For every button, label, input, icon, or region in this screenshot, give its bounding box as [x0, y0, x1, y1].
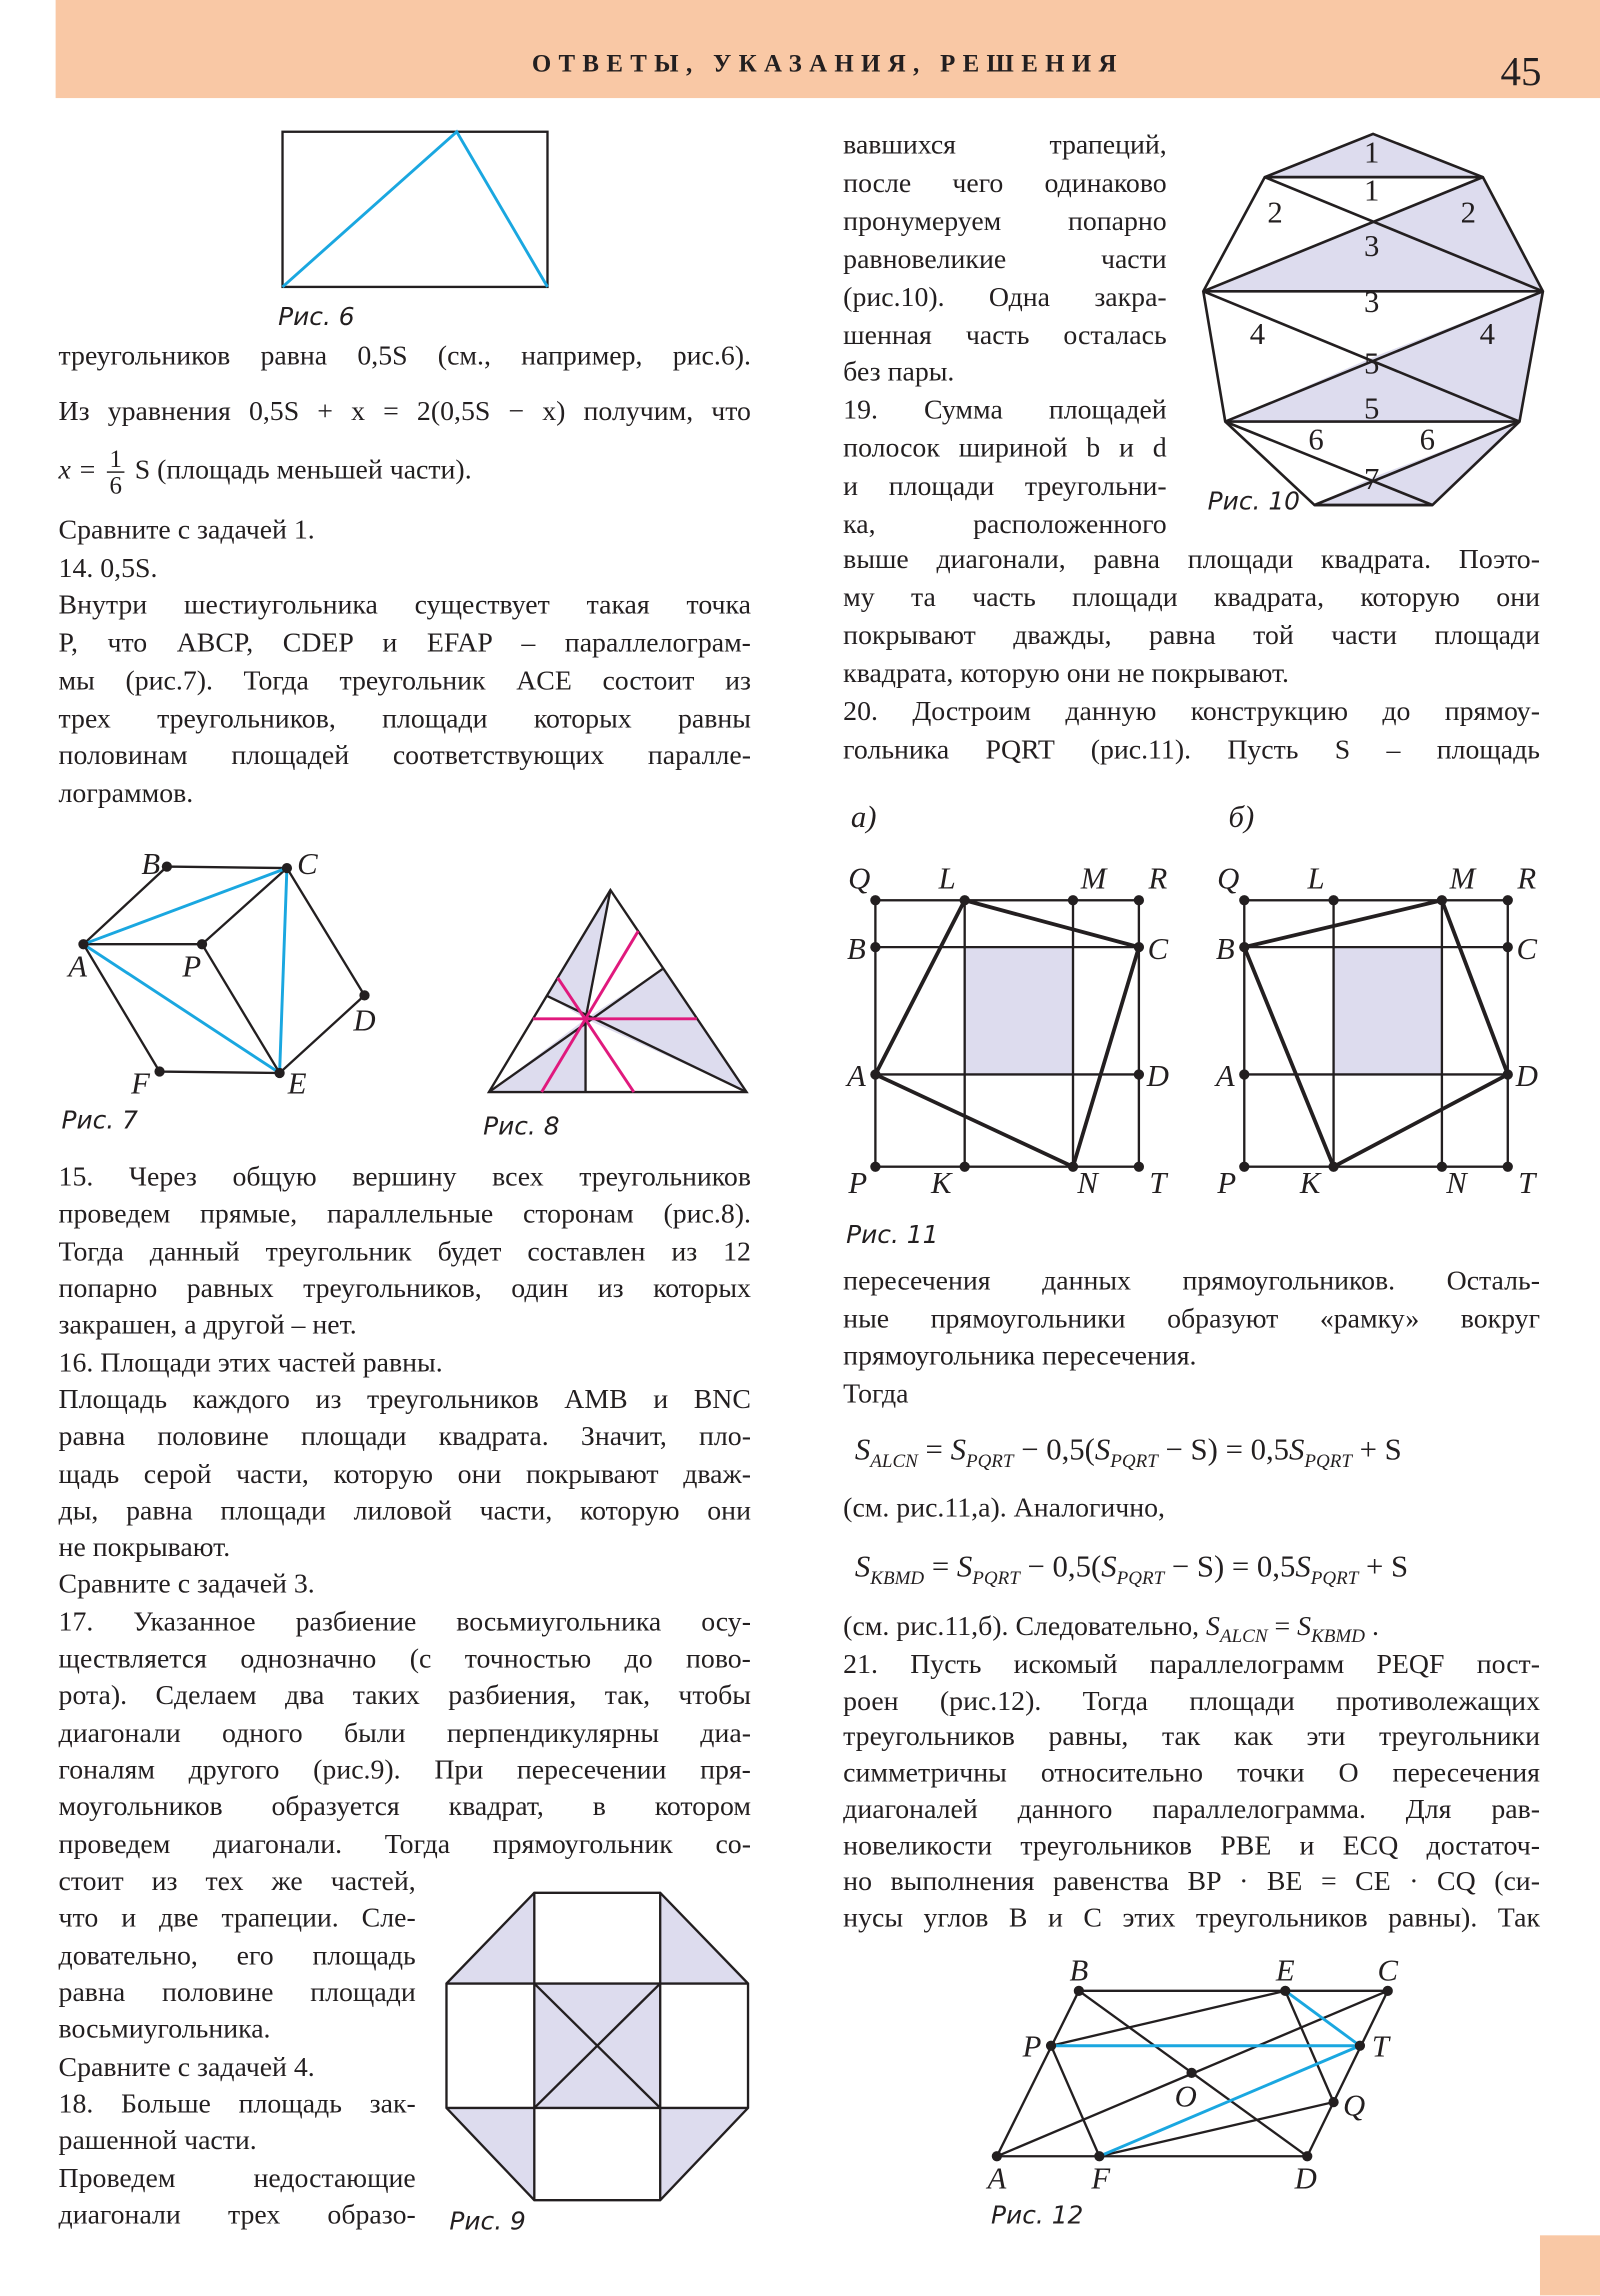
text-line: треугольников равна 0,5S (см., например, рис.6).	[58, 341, 751, 372]
figure-element	[586, 969, 747, 1092]
panel-label: а)	[850, 800, 877, 835]
figure-caption: Рис. 10	[1207, 486, 1300, 516]
label: Q	[1342, 2088, 1366, 2123]
blue-triangle	[283, 132, 548, 287]
figure-element: S	[950, 1431, 966, 1467]
text-line: Из уравнения 0,5S + x = 2(0,5S − x) получим, что	[58, 396, 751, 428]
text-line: Сравните с задачей 3.	[58, 1569, 315, 1601]
figure-element	[154, 1066, 164, 1076]
figure-element: + S	[1358, 1548, 1409, 1584]
figure-element: ALCN	[1219, 1624, 1268, 1647]
text-line: что и две трапеции. Сле-	[58, 1903, 416, 1935]
figure-element	[1239, 895, 1249, 905]
point-label: C	[297, 846, 318, 881]
figure-element	[162, 861, 172, 871]
figure-element: PQRT	[1110, 1449, 1158, 1472]
point-label: F	[131, 1066, 150, 1101]
figure-element: .	[1365, 1611, 1379, 1643]
text-line: покрывают дважды, равна той части площади	[843, 620, 1540, 652]
text-line: Тогда данный треугольник будет составлен из 12	[58, 1236, 751, 1268]
figure-element: KBMD	[870, 1566, 925, 1589]
figure-element	[1334, 947, 1442, 1074]
figure-element: =	[1267, 1611, 1298, 1643]
text-line: равна половине площади	[58, 1977, 416, 2009]
text-line: квадрата, которую они не покрывают.	[843, 658, 1290, 690]
figure-element: KBMD	[1311, 1624, 1366, 1647]
label: C	[1516, 931, 1538, 966]
figure-element	[1503, 942, 1513, 952]
point-label: A	[68, 949, 87, 984]
figure-element: =	[917, 1431, 951, 1467]
figure-element: ALCN	[870, 1449, 918, 1472]
figure-element: =	[924, 1548, 957, 1584]
text-line: полосок шириной b и d	[843, 433, 1167, 465]
text-line: 18. Больше площадь зак-	[58, 2088, 416, 2120]
text-line: Внутри шестиугольника существует такая точка	[58, 590, 751, 622]
region-number: 1	[1363, 135, 1380, 170]
label: N	[1077, 1166, 1098, 1201]
text-line: выше диагонали, равна площади квадрата. Поэто-	[843, 544, 1540, 576]
text-line: прямоугольника пересечения.	[843, 1341, 1197, 1372]
text-line: 17. Указанное разбиение восьмиугольника осу-	[58, 1606, 751, 1638]
figure-element	[870, 895, 880, 905]
figure-element: − 0,5(	[1019, 1548, 1102, 1584]
label: M	[1449, 861, 1476, 896]
rectangle	[283, 132, 548, 287]
figure-element	[870, 1069, 880, 1079]
text-line: гольника PQRT (рис.11). Пусть S – площадь	[843, 734, 1540, 765]
region-number: 6	[1308, 422, 1324, 457]
figure-element	[1437, 895, 1447, 905]
label: Q	[848, 861, 871, 896]
text-line: без пары.	[843, 357, 955, 389]
region-number: 7	[1363, 461, 1380, 496]
region-number: 2	[1460, 195, 1476, 230]
figure-element	[1068, 895, 1078, 905]
figure-element	[1239, 1069, 1249, 1079]
figure-element: S	[854, 1548, 871, 1584]
figure-11a	[845, 800, 1169, 1249]
text-line: Площадь каждого из треугольников AMB и BNC	[58, 1384, 751, 1416]
text-line: диагоналей данного параллелограмма. Для рав-	[843, 1794, 1540, 1826]
text-line: пересечения данных прямоугольников. Осталь-	[843, 1266, 1540, 1297]
text-line: му та часть площади квадрата, которую они	[843, 582, 1540, 614]
figure-element	[870, 1162, 880, 1172]
figure-element: PQRT	[1310, 1566, 1359, 1589]
text-line: роен (рис.12). Тогда площади противолежащих	[843, 1685, 1540, 1717]
label: E	[1275, 1953, 1295, 1988]
text-line: ды, равна площади лиловой части, которую они	[58, 1495, 751, 1527]
figure-9	[446, 1893, 748, 2236]
figure-element	[1503, 895, 1513, 905]
label: T	[1518, 1166, 1536, 1201]
region-number: 1	[1363, 173, 1380, 208]
text-line: 21. Пусть искомый параллелограмм PEQF пост-	[843, 1649, 1540, 1681]
figure-element	[960, 895, 970, 905]
text-line: ществляется однозначно (с точностью до пово-	[58, 1644, 751, 1675]
text-line: половинам площадей соответствующих паралле-	[58, 741, 751, 772]
figure-element	[274, 1068, 284, 1078]
region-number: 6	[1419, 422, 1435, 457]
label: D	[1146, 1059, 1170, 1094]
text-line: диагонали одного были перпендикулярны диа-	[58, 1718, 751, 1749]
label: Q	[1217, 861, 1240, 896]
text-line: новеликости треугольников PBE и ECQ достаточ-	[843, 1830, 1540, 1862]
figure-element	[1046, 2041, 1056, 2051]
label: A	[987, 2161, 1007, 2196]
label: L	[1307, 861, 1325, 896]
text-line: гоналям другого (рис.9). При пересечении пря-	[58, 1755, 751, 1786]
figure-element: S	[1297, 1611, 1312, 1643]
figure-element	[1134, 942, 1144, 952]
point-label: D	[353, 1003, 376, 1038]
text-line: Проведем недостающие	[58, 2162, 416, 2194]
hexagon	[83, 867, 364, 1073]
label: N	[1446, 1166, 1467, 1201]
panel-label: б)	[1228, 800, 1255, 835]
figure-element	[78, 939, 88, 949]
label: K	[1299, 1166, 1321, 1201]
text-line: диагонали трех образо-	[58, 2199, 416, 2231]
figure-element	[985, 1954, 1398, 2230]
label: R	[1517, 861, 1537, 896]
label: D	[1515, 1059, 1538, 1094]
label: P	[1217, 1166, 1237, 1201]
figure-element	[61, 847, 375, 1135]
text-line: 16. Площади этих частей равны.	[58, 1347, 443, 1379]
text-line: вавшихся трапеций,	[843, 130, 1167, 162]
figure-element: − 0,5(	[1013, 1431, 1095, 1467]
figure-element	[1355, 2041, 1365, 2051]
figure-element: S	[956, 1548, 973, 1584]
figure-element: − S) = 0,5	[1164, 1548, 1296, 1584]
text-line: закрашен, а другой – нет.	[58, 1310, 357, 1342]
figure-element: PQRT	[1304, 1449, 1352, 1472]
figure-caption: Рис. 8	[483, 1111, 560, 1141]
figure-element	[1239, 942, 1249, 952]
figure-element: (см. рис.11,б). Следовательно,	[843, 1611, 1207, 1643]
region-number: 5	[1363, 346, 1380, 381]
fraction-lhs: x =	[58, 455, 97, 486]
text-line: равновеликие части	[843, 244, 1167, 275]
figure-element	[1302, 2151, 1312, 2161]
text-line: (рис.10). Одна закра-	[843, 281, 1167, 313]
text-line: стоит из тех же частей,	[58, 1866, 416, 1898]
figure-element	[992, 2151, 1002, 2161]
figure-element	[960, 1162, 970, 1172]
label: P	[848, 1166, 868, 1201]
figure-caption: Рис. 12	[991, 2200, 1084, 2230]
figure-10	[1203, 134, 1543, 515]
label: M	[1080, 861, 1107, 896]
figure-caption: Рис. 6	[278, 301, 355, 331]
label: D	[1294, 2161, 1317, 2196]
figure-caption: Рис. 7	[61, 1105, 138, 1135]
figure-element	[1328, 2097, 1338, 2107]
header-title: ОТВЕТЫ, УКАЗАНИЯ, РЕШЕНИЯ	[531, 49, 1124, 78]
region-number: 3	[1363, 284, 1380, 319]
text-line: ные прямоугольники образуют «рамку» вокруг	[843, 1303, 1540, 1335]
label: T	[1149, 1166, 1167, 1201]
text-line: ка, расположенного	[843, 509, 1167, 541]
text-line: не покрывают.	[58, 1532, 231, 1564]
figure-element: S	[1206, 1611, 1220, 1643]
figure-element	[1239, 1162, 1249, 1172]
text-line: проведем диагонали. Тогда прямоугольник со-	[58, 1829, 751, 1861]
figure-element	[1094, 2151, 1104, 2161]
figure-element: S	[1094, 1431, 1111, 1467]
region-number: 3	[1363, 229, 1380, 264]
figure-element: PQRT	[1116, 1566, 1165, 1589]
text-line: довательно, его площадь	[58, 1940, 416, 1972]
numerator: 1	[107, 446, 125, 472]
figure-element	[197, 939, 207, 949]
figure-element: S	[1101, 1548, 1117, 1584]
point-label: E	[287, 1066, 307, 1101]
label: F	[1091, 2161, 1111, 2196]
figure-element	[1134, 1162, 1144, 1172]
text-line: лограммов.	[58, 778, 194, 810]
fraction-rest: S (площадь меньшей части).	[134, 455, 472, 486]
label: B	[1215, 931, 1235, 966]
figure-element: PQRT	[965, 1449, 1014, 1472]
label: T	[1371, 2029, 1389, 2064]
text-line: щадь серой части, которую они покрывают дваж-	[58, 1458, 751, 1490]
text-line: после чего одинаково	[843, 168, 1167, 199]
figure-7	[61, 847, 375, 1135]
text-line: 20. Достроим данную конструкцию до прямоу-	[843, 696, 1540, 727]
text-line: нусы углов B и C этих треугольников равны). Так	[843, 1902, 1540, 1934]
figure-element	[1503, 1069, 1513, 1079]
region-number: 2	[1267, 195, 1283, 230]
text-line: и площади треугольни-	[843, 471, 1167, 503]
figure-element: S	[854, 1431, 871, 1467]
text-line: мы (рис.7). Тогда треугольник ACE состоит из	[58, 665, 751, 697]
label: L	[938, 861, 956, 896]
segment	[202, 944, 280, 1073]
figure-element	[1503, 1162, 1513, 1172]
figure-caption: Рис. 9	[449, 2206, 526, 2236]
text-line: восьмиугольника.	[58, 2014, 271, 2046]
text-line: треугольников равны, так как эти треугольники	[843, 1722, 1540, 1753]
label: B	[846, 931, 866, 966]
text-line: Тогда	[843, 1378, 909, 1410]
point-label: B	[141, 846, 161, 881]
figure-element	[1186, 2068, 1196, 2078]
figure-element: S	[1289, 1431, 1305, 1467]
region-number: 4	[1479, 317, 1495, 352]
figure-element: PQRT	[972, 1566, 1020, 1589]
label: B	[1069, 1953, 1089, 1988]
label: A	[846, 1059, 866, 1094]
shaded-parts	[489, 890, 747, 1092]
figure-11b	[1214, 800, 1538, 1200]
region-number: 5	[1363, 391, 1380, 426]
figure-element: S	[1295, 1548, 1311, 1584]
figure-8	[483, 890, 746, 1140]
figure-element	[965, 947, 1073, 1074]
text-line: но выполнения равенства BP · BE = CE · CQ (си-	[843, 1866, 1540, 1898]
text-line: равна половине площади квадрата. Значит, пло-	[58, 1421, 751, 1453]
denominator: 6	[109, 471, 122, 500]
text-line: (см. рис.11,а). Аналогично,	[843, 1493, 1166, 1524]
text-line: рота). Сделаем два таких разбиения, так, чтобы	[58, 1681, 751, 1712]
label: K	[931, 1166, 952, 1201]
figure-element	[1328, 1162, 1338, 1172]
figure-element: − S) = 0,5	[1157, 1431, 1290, 1467]
label: C	[1377, 1953, 1398, 1988]
text-line: 19. Сумма площадей	[843, 395, 1167, 427]
figure-element	[1099, 2046, 1360, 2157]
text-line: шенная часть осталась	[843, 319, 1167, 351]
figure-caption: Рис. 11	[846, 1219, 939, 1249]
region-number: 4	[1249, 317, 1266, 352]
figure-element	[282, 863, 292, 873]
figure-element	[870, 942, 880, 952]
text-line: трех треугольников, площади которых равны	[58, 703, 751, 735]
point-label: P	[182, 949, 202, 984]
text-line: симметричны относительно точки O пересечения	[843, 1758, 1540, 1789]
figure-element	[1134, 895, 1144, 905]
figure-6	[278, 132, 547, 331]
figure-element	[1328, 895, 1338, 905]
figure-element: + S	[1351, 1431, 1402, 1467]
text-line: моугольников образуется квадрат, в котором	[58, 1792, 751, 1823]
text-line: 14. 0,5S.	[58, 552, 158, 584]
text-line: рашенной части.	[58, 2125, 257, 2157]
figure-12	[985, 1954, 1398, 2230]
label: A	[1215, 1059, 1235, 1094]
label: P	[1022, 2029, 1042, 2064]
text-line: проведем прямые, параллельные сторонам (рис.8).	[58, 1199, 751, 1231]
figure-element	[1134, 1069, 1144, 1079]
label: O	[1174, 2079, 1197, 2114]
label: R	[1148, 861, 1168, 896]
page-number: 45	[1500, 49, 1542, 96]
text-line: пронумеруем попарно	[843, 206, 1167, 237]
figure-element	[359, 990, 369, 1000]
text-line: попарно равных треугольников, один из которых	[58, 1273, 751, 1305]
label: C	[1147, 931, 1169, 966]
text-line: P, что ABCP, CDEP и EFAP – параллелограм-	[58, 628, 751, 659]
text-line: Сравните с задачей 4.	[58, 2051, 315, 2083]
text-line: Сравните с задачей 1.	[58, 515, 315, 547]
text-line: 15. Через общую вершину всех треугольников	[58, 1162, 751, 1194]
